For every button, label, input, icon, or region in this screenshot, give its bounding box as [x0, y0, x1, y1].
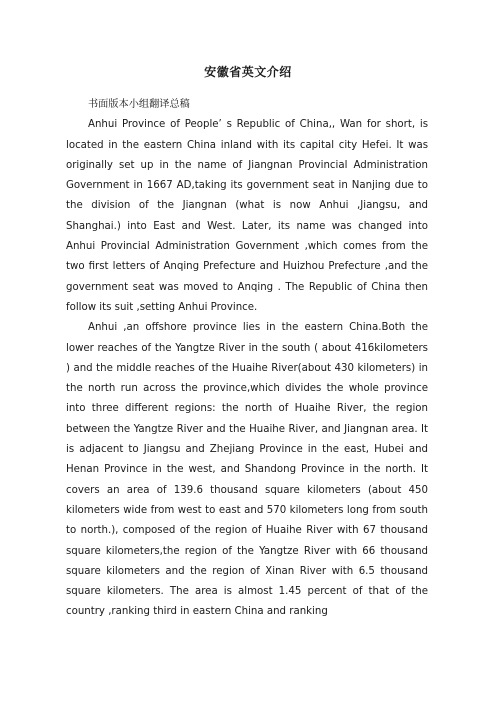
document-body — [66, 95, 428, 623]
page-title: 安徽省英文介绍 — [204, 65, 292, 79]
paragraph-2: Anhui ,an offshore province lies in the eastern China.Both the lower reaches of the Yangtze River in the south ( about 416kilometers ) and the middle reaches of the Huaihe River(about 430 kilometers) in the north run across the province,which divides the whole province into three different regions: the north of Huaihe River, the region between the Yangtze River and the Huaihe River, and Jiangnan area. It is adjacent to Jiangsu and Zhejiang Province in the east, Hubei and Henan Province in the west, and Shandong Province in the north. It covers an area of 139.6 thousand square kilometers (about 450 kilometers wide from west to east and 570 kilometers long from south to north.), composed of the region of Huaihe River with 67 thousand square kilometers,the region of the Yangtze River with 66 thousand square kilometers and the region of Xinan River with 6.5 thousand square kilometers. The area is almost 1.45 percent of that of the country ,ranking third in eastern China and ranking — [66, 322, 428, 618]
document-subtitle: 书面版本小组翻译总稿 — [88, 99, 190, 110]
paragraph-1: Anhui Province of People’ s Republic of China,, Wan for short, is located in the eastern China inland with its capital city Hefei. It was originally set up in the name of Jiangnan Provincial Administration Government in 1667 AD,taking its government seat in Nanjing due to the division of the Jiangnan (what is now Anhui ,Jiangsu, and Shanghai.) into East and West. Later, its name was changed into Anhui Provincial Administration Government ,which comes from the two first letters of Anqing Prefecture and Huizhou Prefecture ,and the government seat was moved to Anqing . The Republic of China then follow its suit ,setting Anhui Province. — [66, 119, 428, 313]
